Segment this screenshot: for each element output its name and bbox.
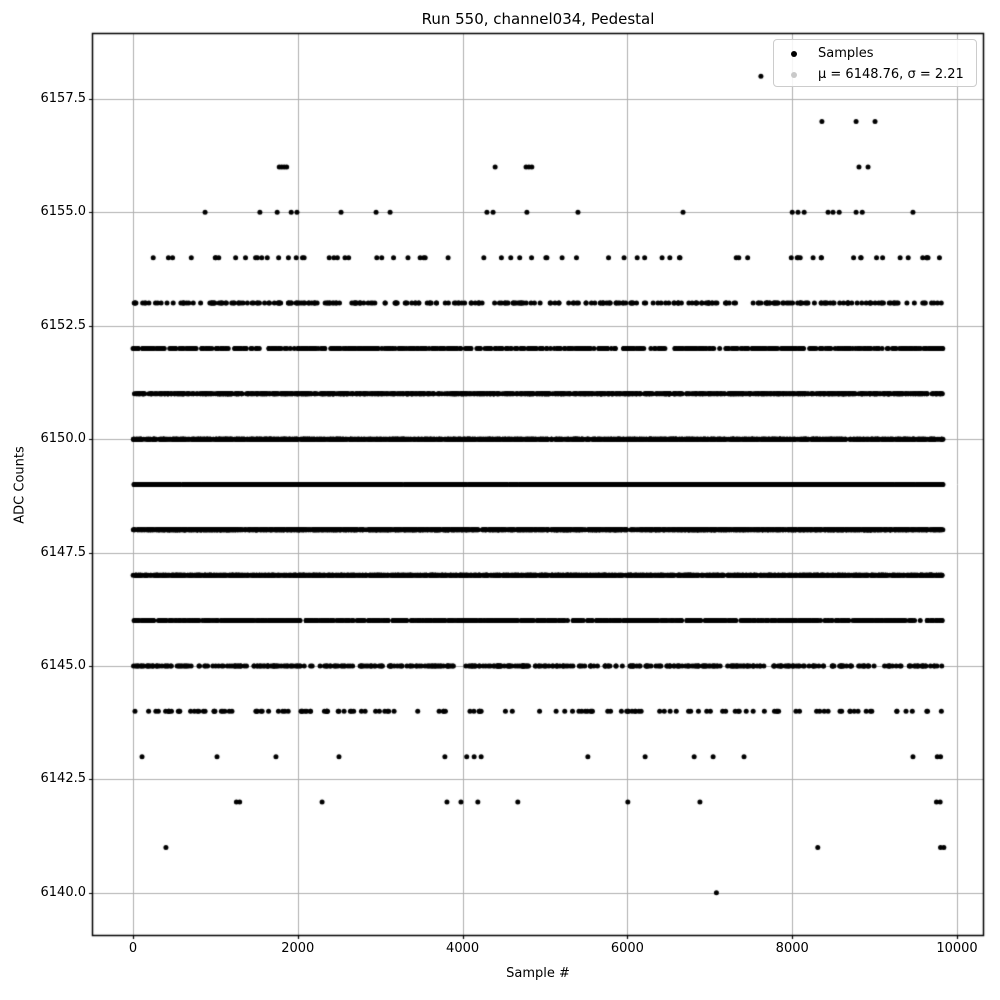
y-tick-label: 6157.5 (40, 90, 86, 106)
legend-marker-stats-icon (791, 72, 797, 78)
legend (773, 39, 977, 87)
x-axis-label: Sample # (506, 966, 570, 981)
x-tick-label: 6000 (610, 941, 644, 956)
x-tick-label: 2000 (281, 941, 315, 956)
legend-item-samples (774, 43, 976, 64)
legend-item-stats (774, 64, 976, 85)
y-tick-label: 6140.0 (40, 884, 86, 900)
legend-marker-samples-icon (791, 51, 797, 57)
y-tick-label: 6145.0 (40, 657, 86, 673)
y-axis-label: ADC Counts (12, 446, 28, 524)
y-tick-label: 6150.0 (40, 431, 86, 447)
y-tick-label: 6155.0 (40, 204, 86, 220)
legend-label-stats: μ = 6148.76, σ = 2.21 (818, 67, 964, 82)
legend-label-samples: Samples (818, 46, 874, 61)
x-tick-label: 4000 (446, 941, 480, 956)
chart-title: Run 550, channel034, Pedestal (421, 10, 655, 28)
x-tick-label: 10000 (936, 941, 978, 956)
y-tick-label: 6147.5 (40, 544, 86, 560)
y-tick-label: 6152.5 (40, 317, 86, 333)
y-tick-label: 6142.5 (40, 771, 86, 787)
x-tick-label: 0 (128, 941, 138, 956)
x-tick-label: 8000 (775, 941, 809, 956)
